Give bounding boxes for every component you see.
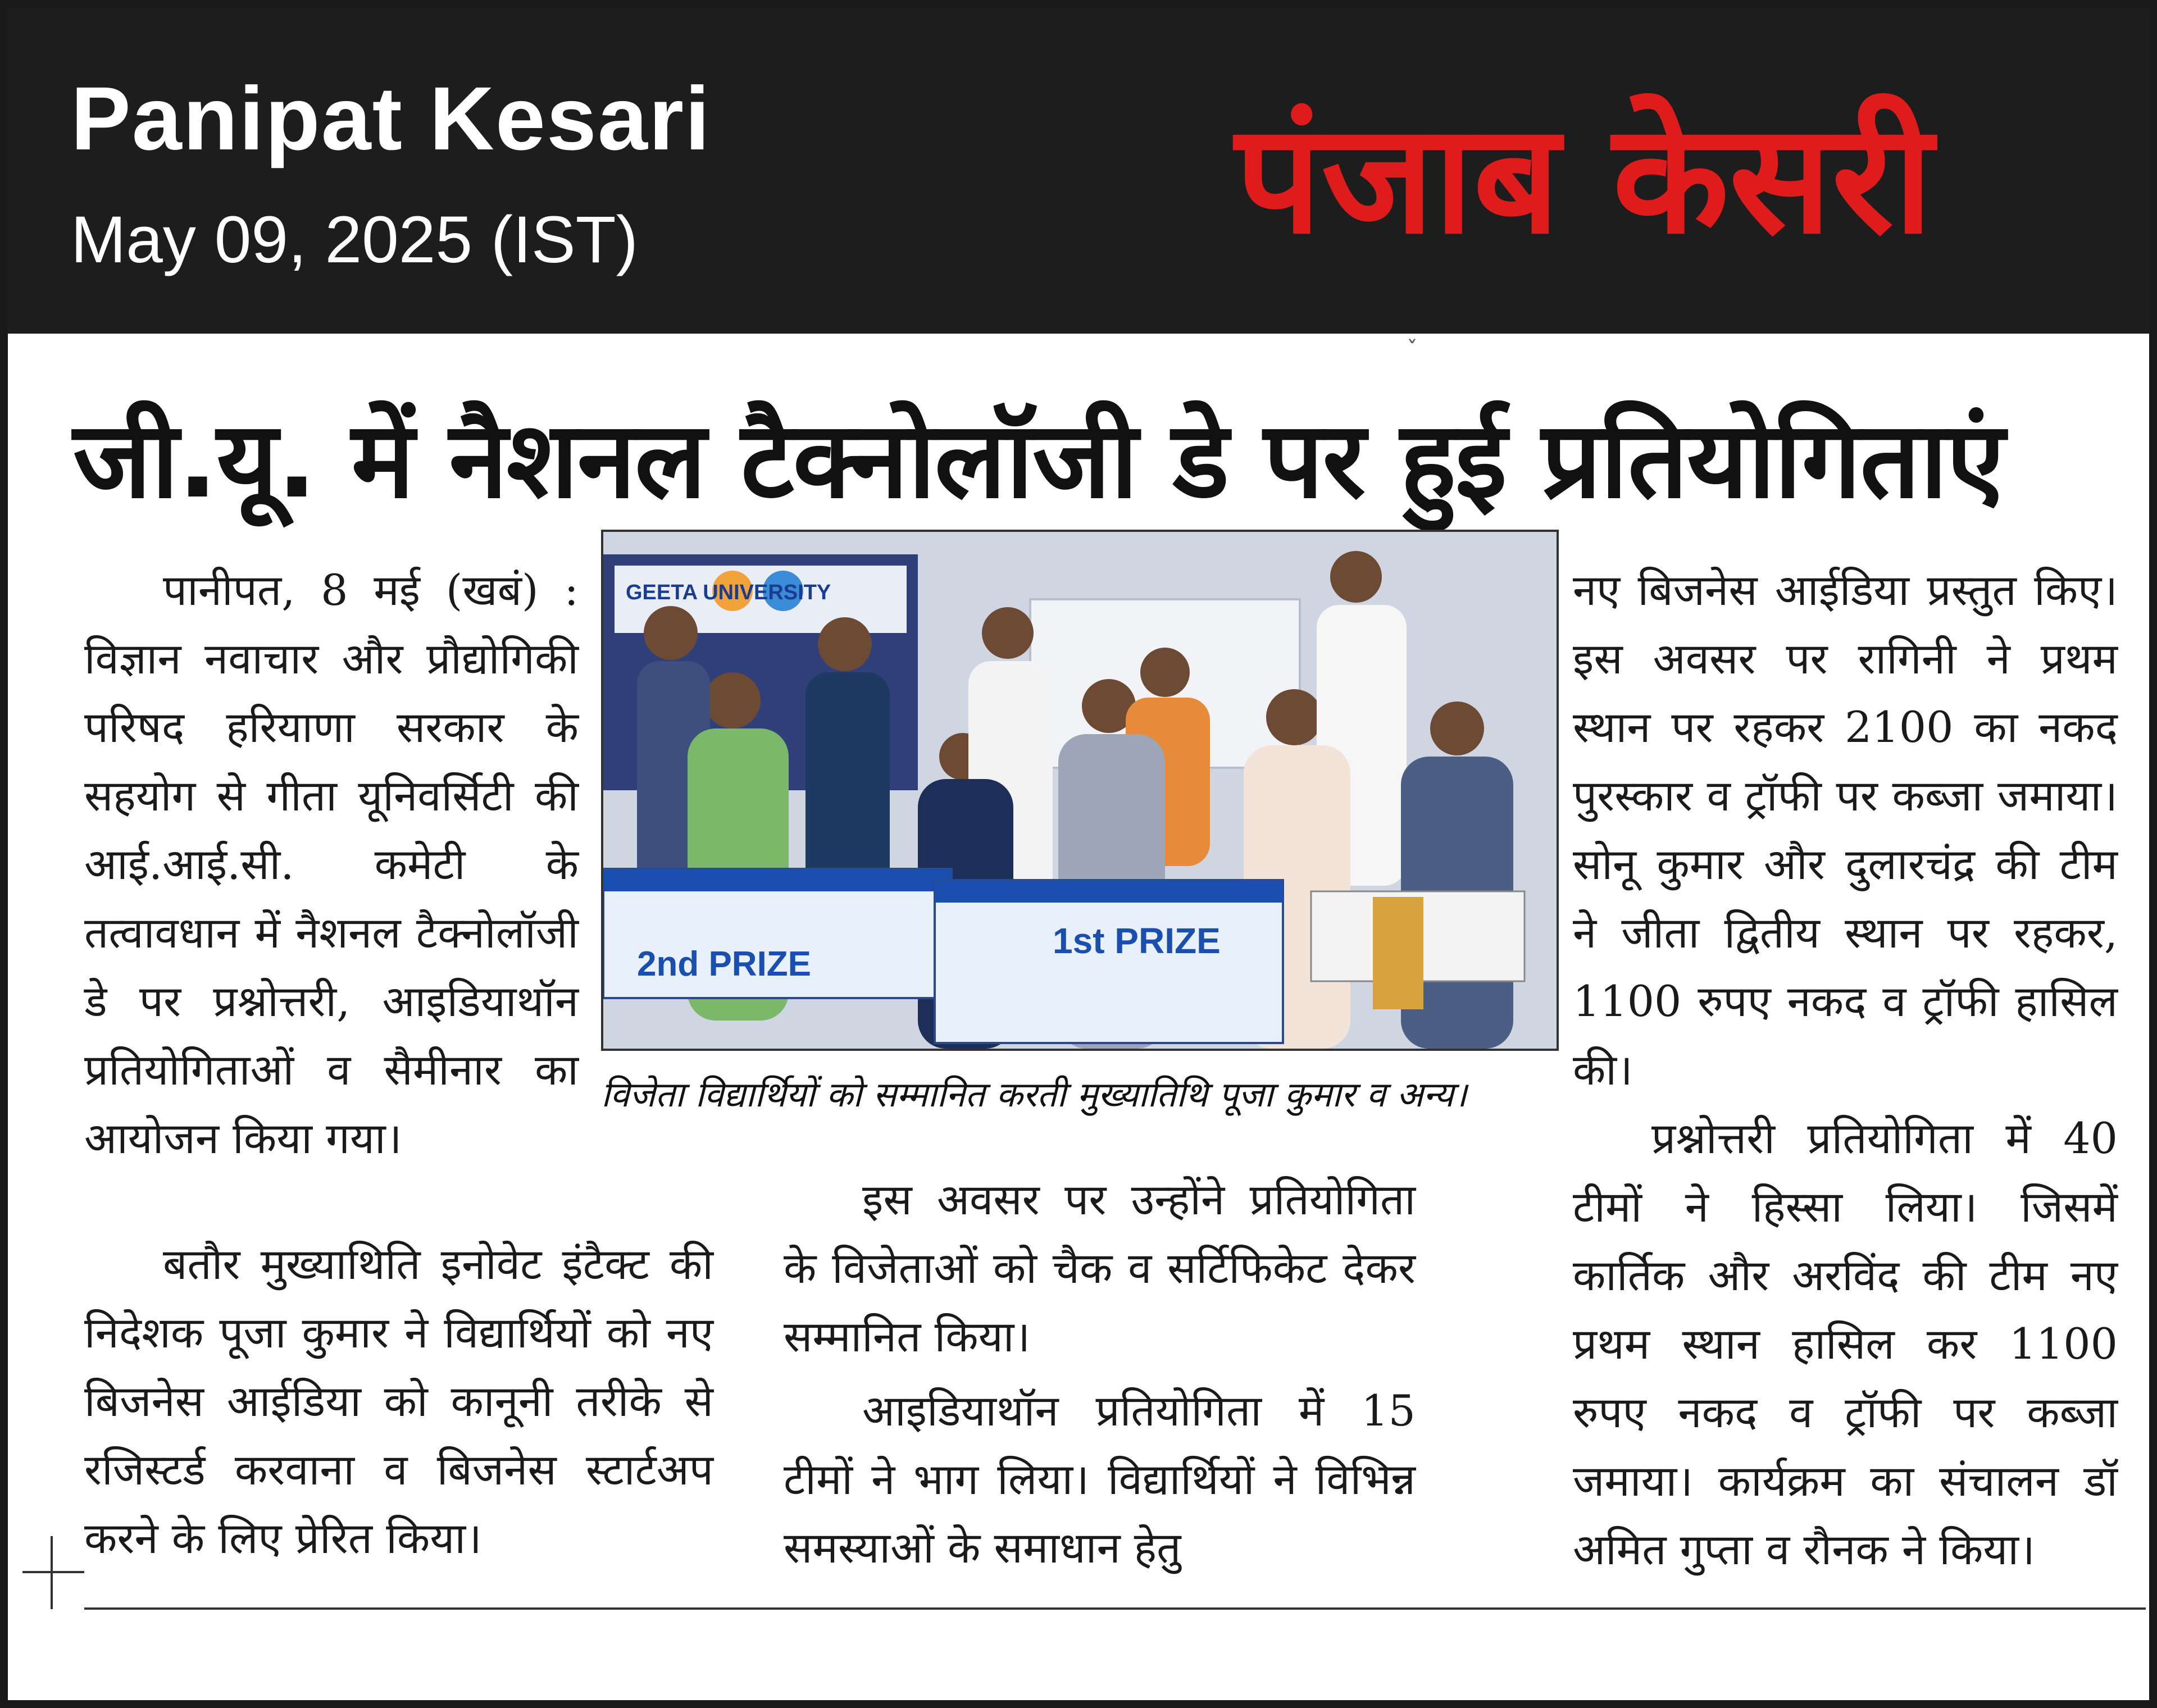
paragraph: नए बिजनेस आईडिया प्रस्तुत किए। इस अवसर पर रागिनी ने प्रथम स्थान पर रहकर 2100 का नकद पुरस्कार व ट्रॉफी पर कब्जा जमाया। सोनू कुमार और दुलारचंद्र की टीम ने जीता द्वितीय स्थान पर रहकर, 1100 रुपए नकद व ट्रॉफी हासिल की।: [1573, 565, 2118, 1095]
winners-photo: [603, 532, 1557, 1049]
cheque-1st-label: 1st PRIZE: [1053, 921, 1221, 961]
publication-name: Panipat Kesari: [71, 68, 711, 168]
bottom-rule: [84, 1607, 2146, 1610]
paragraph: इस अवसर पर उन्होंने प्रतियोगिता के विजेताओं को चैक व सर्टिफिकेट देकर सम्मानित किया।: [784, 1174, 1416, 1361]
cheque-1st: [935, 880, 1283, 1043]
article-column-2: [784, 1165, 1416, 1582]
article-column-1: [84, 556, 579, 1173]
cheque-2nd: [603, 869, 952, 998]
banner-text: GEETA UNIVERSITY: [626, 581, 831, 604]
print-mark: ˇ: [1407, 337, 1418, 363]
paragraph: प्रश्नोत्तरी प्रतियोगिता में 40 टीमों ने हिस्सा लिया। जिसमें कार्तिक और अरविंद की टीम नए प्रथम स्थान हासिल कर 1100 रुपए नकद व ट्रॉफी पर कब्जा जमाया। कार्यक्रम का संचालन डॉ अमित गुप्ता व रौनक ने किया।: [1573, 1113, 2118, 1574]
photo-caption: विजेता विद्यार्थियों को सम्मानित करती मुख्यातिथि पूजा कुमार व अन्य।: [601, 1074, 1467, 1115]
crop-mark: [22, 1571, 84, 1573]
article-column-3: [1573, 556, 2118, 1584]
paragraph: आइडियाथॉन प्रतियोगिता में 15 टीमों ने भाग लिया। विद्यार्थियों ने विभिन्न समस्याओं के समाधान हेतु: [784, 1386, 1416, 1573]
clipping-header: [8, 8, 2149, 334]
article-column-1b: [84, 1230, 713, 1573]
article-headline: जी.यू. में नैशनल टैक्नोलॉजी डे पर हुई प्रतियोगिताएं: [73, 399, 2004, 522]
cheque-2nd-label: 2nd PRIZE: [637, 945, 812, 983]
paragraph: बतौर मुख्याथिति इनोवेट इंटैक्ट की निदेशक पूजा कुमार ने विद्यार्थियों को नए बिजनेस आईडिया को कानूनी तरीके से रजिस्टर्ड करवाना व बिजनेस स्टार्टअप करने के लिए प्रेरित किया।: [84, 1239, 713, 1563]
publication-date: May 09, 2025 (IST): [71, 203, 638, 277]
article-photo: [601, 530, 1559, 1051]
paragraph: पानीपत, 8 मई (खबं) : विज्ञान नवाचार और प्रौद्योगिकी परिषद हरियाणा सरकार के सहयोग से गीता यूनिवर्सिटी की आई.आई.सी. कमेटी के तत्वावधान में नैशनल टैक्नोलॉजी डे पर प्रश्नोत्तरी, आइडियाथॉन प्रतियोगिताओं व सैमीनार का आयोजन किया गया।: [84, 565, 579, 1163]
masthead-logo: पंजाब केसरी: [1235, 90, 1933, 267]
